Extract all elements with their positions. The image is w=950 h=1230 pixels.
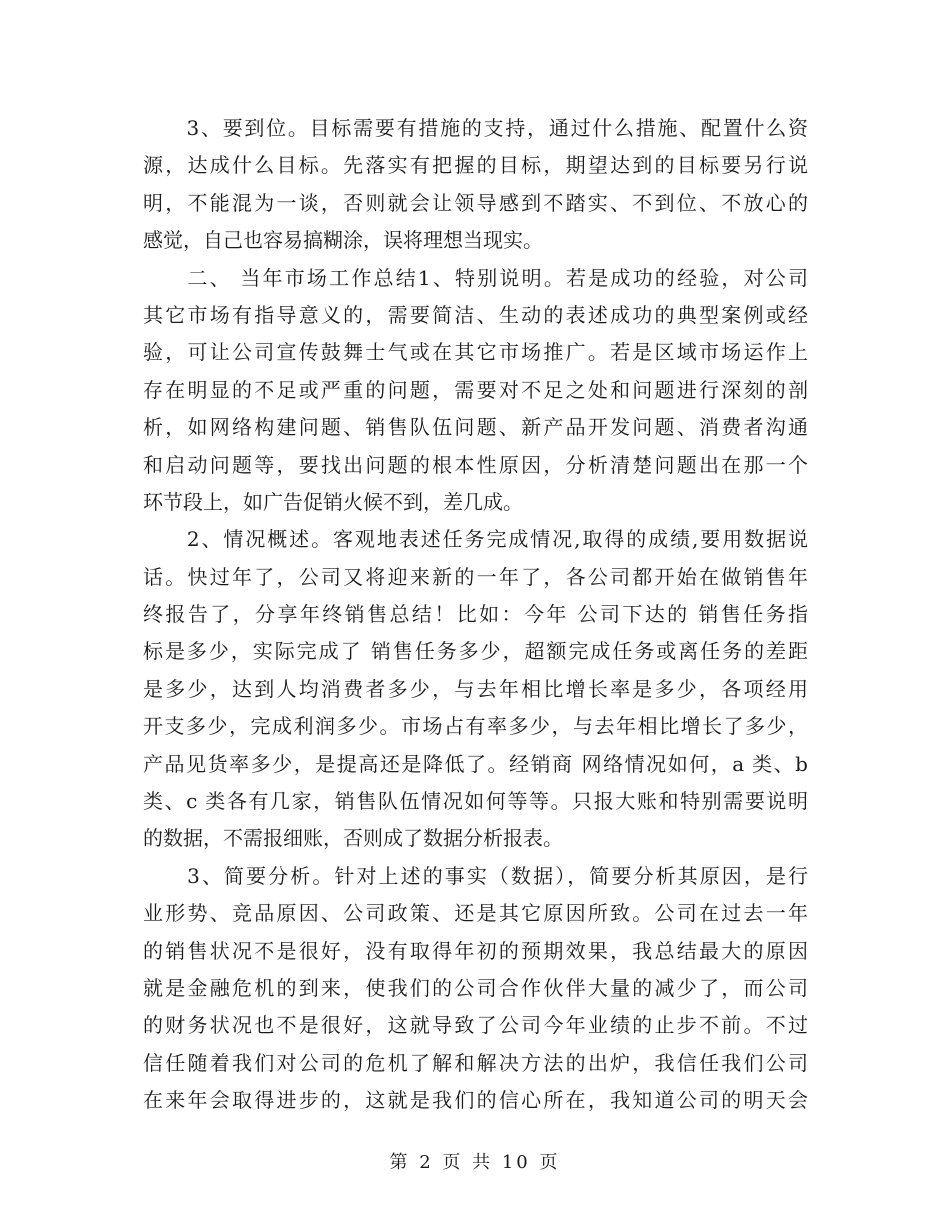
- text-line: 类、c 类各有几家，销售队伍情况如何等等。只报大账和特别需要说明: [143, 789, 808, 814]
- text-line: 终报告了，分享年终销售总结！比如：今年 公司下达的 销售任务指: [143, 602, 808, 627]
- text-line: 是多少，达到人均消费者多少，与去年相比增长率是多少，各项经用: [143, 676, 808, 701]
- text-line: 业形势、竞品原因、公司政策、还是其它原因所致。公司在过去一年: [143, 901, 808, 926]
- text-line: 2、情况概述。客观地表述任务完成情况,取得的成绩,要用数据说: [143, 527, 808, 552]
- text-line: 开支多少，完成利润多少。市场占有率多少，与去年相比增长了多少，: [143, 714, 808, 739]
- text-line: 信任随着我们对公司的危机了解和解决方法的出炉，我信任我们公司: [143, 1050, 808, 1075]
- text-line: 感觉，自己也容易搞糊涂，误将理想当现实。: [143, 228, 543, 253]
- text-line: 在来年会取得进步的，这就是我们的信心所在，我知道公司的明天会: [143, 1088, 808, 1113]
- text-line: 的数据，不需报细账，否则成了数据分析报表。: [143, 826, 563, 851]
- text-line: 就是金融危机的到来，使我们的公司合作伙伴大量的减少了，而公司: [143, 975, 808, 1000]
- text-line: 产品见货率多少，是提高还是降低了。经销商 网络情况如何，a 类、b: [143, 751, 808, 776]
- text-line: 验，可让公司宣传鼓舞士气或在其它市场推广。若是区域市场运作上: [143, 340, 808, 365]
- text-line: 的销售状况不是很好，没有取得年初的预期效果，我总结最大的原因: [143, 938, 808, 963]
- text-line: 话。快过年了，公司又将迎来新的一年了，各公司都开始在做销售年: [143, 564, 808, 589]
- body-text: [143, 110, 808, 1120]
- text-line: 源，达成什么目标。先落实有把握的目标，期望达到的目标要另行说: [143, 153, 808, 178]
- text-line: 析，如网络构建问题、销售队伍问题、新产品开发问题、消费者沟通: [143, 415, 808, 440]
- text-line: 明，不能混为一谈，否则就会让领导感到不踏实、不到位、不放心的: [143, 190, 808, 215]
- text-line: 二、 当年市场工作总结1、特别说明。若是成功的经验，对公司: [143, 265, 808, 290]
- text-line: 标是多少，实际完成了 销售任务多少，超额完成任务或离任务的差距: [143, 639, 808, 664]
- text-line: 其它市场有指导意义的，需要简洁、生动的表述成功的典型案例或经: [143, 302, 808, 327]
- text-line: 3、简要分析。针对上述的事实（数据），简要分析其原因，是行: [143, 863, 808, 888]
- text-line: 的财务状况也不是很好，这就导致了公司今年业绩的止步不前。不过: [143, 1013, 808, 1038]
- text-line: 环节段上，如广告促销火候不到，差几成。: [143, 489, 523, 514]
- text-line: 3、要到位。目标需要有措施的支持，通过什么措施、配置什么资: [143, 116, 808, 140]
- page-footer: 第 2 页 共 10 页: [389, 1152, 561, 1173]
- text-line: 存在明显的不足或严重的问题，需要对不足之处和问题进行深刻的剖: [143, 377, 808, 402]
- text-line: 和启动问题等，要找出问题的根本性原因，分析清楚问题出在那一个: [143, 452, 808, 477]
